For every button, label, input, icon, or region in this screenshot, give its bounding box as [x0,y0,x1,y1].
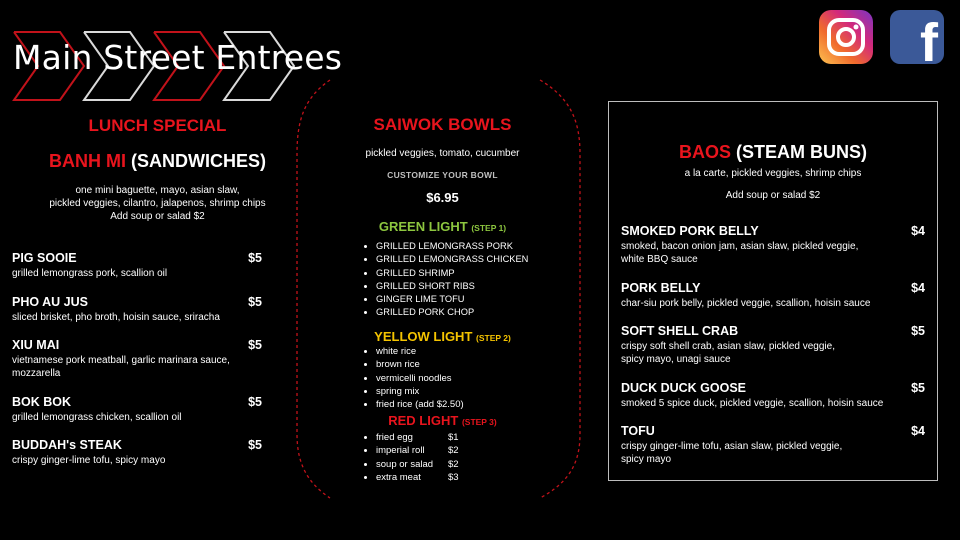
desc-line: one mini baguette, mayo, asian slaw, [75,185,240,196]
instagram-icon[interactable] [819,10,873,64]
banh-mi-description [20,184,295,223]
item-name: SOFT SHELL CRAB [621,324,739,338]
item-price: $4 [911,224,925,238]
list-item: • vermicelli noodles [376,372,576,385]
banh-mi-label: BANH MI [49,151,126,171]
list-item: • brown rice [376,358,576,371]
item-description: sliced brisket, pho broth, hoisin sauce, sriracha [12,312,220,323]
list-item [376,444,576,457]
addon-name: fried egg [376,432,413,443]
addon-name: soup or salad [376,458,434,470]
bowls-description: pickled veggies, tomato, cucumber [365,148,520,159]
item-description: char-siu pork belly, pickled veggie, scallion, hoisin sauce [621,298,871,309]
menu-item-pig-sooie [12,251,262,280]
saiwok-bowls-heading: SAIWOK BOWLS [373,115,512,134]
list-item [376,431,576,444]
red-light-options [362,431,576,484]
menu-item-buddahs-steak [12,438,262,467]
item-description: grilled lemongrass chicken, scallion oil [12,412,182,423]
item-price: $5 [248,338,262,352]
banh-mi-heading [20,151,295,172]
list-item [376,471,576,484]
item-price: $5 [248,395,262,409]
facebook-icon[interactable]: f [890,10,944,64]
menu-item-tofu [621,424,925,466]
green-light-heading [330,219,555,234]
menu-item-pork-belly [621,281,925,310]
list-item: • GRILLED PORK CHOP [376,306,576,319]
item-name: TOFU [621,424,655,438]
list-item: • fried rice (add $2.50) [376,398,576,411]
item-description: crispy ginger-lime tofu, asian slaw, pickled veggie, spicy mayo [621,441,843,465]
desc-line: Add soup or salad $2 [110,211,205,222]
step-number: (STEP 1) [471,223,507,233]
yellow-light-heading [330,329,555,344]
customize-bowl-label: CUSTOMIZE YOUR BOWL [387,170,498,180]
list-item: • spring mix [376,385,576,398]
item-name: DUCK DUCK GOOSE [621,381,747,395]
addon-name: extra meat [376,471,421,483]
item-description: crispy ginger-lime tofu, spicy mayo [12,455,166,466]
item-description: grilled lemongrass pork, scallion oil [12,268,168,279]
item-price: $5 [248,295,262,309]
menu-item-soft-shell-crab [621,324,925,366]
list-item: • GRILLED SHORT RIBS [376,280,576,293]
page-title: Main Street Entrees [13,38,343,77]
list-item: • GRILLED LEMONGRASS PORK [376,240,576,253]
item-description: smoked 5 spice duck, pickled veggie, scallion, hoisin sauce [621,398,884,409]
menu-item-xiu-mai [12,338,262,380]
list-item [376,458,576,471]
list-item: • GINGER LIME TOFU [376,293,576,306]
item-price: $5 [911,324,925,338]
bowl-price: $6.95 [426,190,459,205]
item-price: $4 [911,281,925,295]
yellow-light-options [362,345,576,411]
menu-item-smoked-pork-belly [621,224,925,266]
item-description: vietnamese pork meatball, garlic marinara sauce, mozzarella [12,355,230,379]
steam-buns-label: (STEAM BUNS) [731,142,867,162]
list-item: • GRILLED LEMONGRASS CHICKEN [376,253,576,266]
item-price: $5 [248,251,262,265]
sandwiches-label: (SANDWICHES) [126,151,266,171]
desc-line: pickled veggies, cilantro, jalapenos, shrimp chips [49,198,266,209]
menu-item-duck-duck-goose [621,381,925,410]
item-description: smoked, bacon onion jam, asian slaw, pickled veggie, white BBQ sauce [621,241,859,265]
list-item: • white rice [376,345,576,358]
item-name: PHO AU JUS [12,295,88,309]
item-name: PIG SOOIE [12,251,77,265]
menu-item-bok-bok [12,395,262,424]
addon-price: $2 [448,458,459,470]
item-name: XIU MAI [12,338,60,352]
item-price: $5 [911,381,925,395]
menu-item-pho-au-jus [12,295,262,324]
item-name: SMOKED PORK BELLY [621,224,759,238]
baos-description: a la carte, pickled veggies, shrimp chips [684,168,862,179]
item-price: $5 [248,438,262,452]
item-name: BOK BOK [12,395,72,409]
baos-label: BAOS [678,142,731,162]
item-description: crispy soft shell crab, asian slaw, pickled veggie, spicy mayo, unagi sauce [621,341,835,365]
step-label: YELLOW LIGHT [374,329,473,344]
step-number: (STEP 2) [476,333,511,343]
addon-price: $1 [448,432,459,443]
red-light-heading [330,413,555,428]
lunch-special-heading: LUNCH SPECIAL [88,116,227,135]
item-name: BUDDAH's STEAK [12,438,122,452]
step-label: RED LIGHT [388,413,459,428]
green-light-options [362,240,576,320]
item-name: PORK BELLY [621,281,701,295]
addon-name: imperial roll [376,445,425,457]
step-label: GREEN LIGHT [378,219,468,234]
list-item: • GRILLED SHRIMP [376,267,576,280]
baos-addon: Add soup or salad $2 [725,190,821,201]
baos-heading [608,142,938,163]
addon-price: $3 [448,471,459,483]
step-number: (STEP 3) [461,417,497,427]
item-price: $4 [911,424,925,438]
addon-price: $2 [448,445,459,457]
